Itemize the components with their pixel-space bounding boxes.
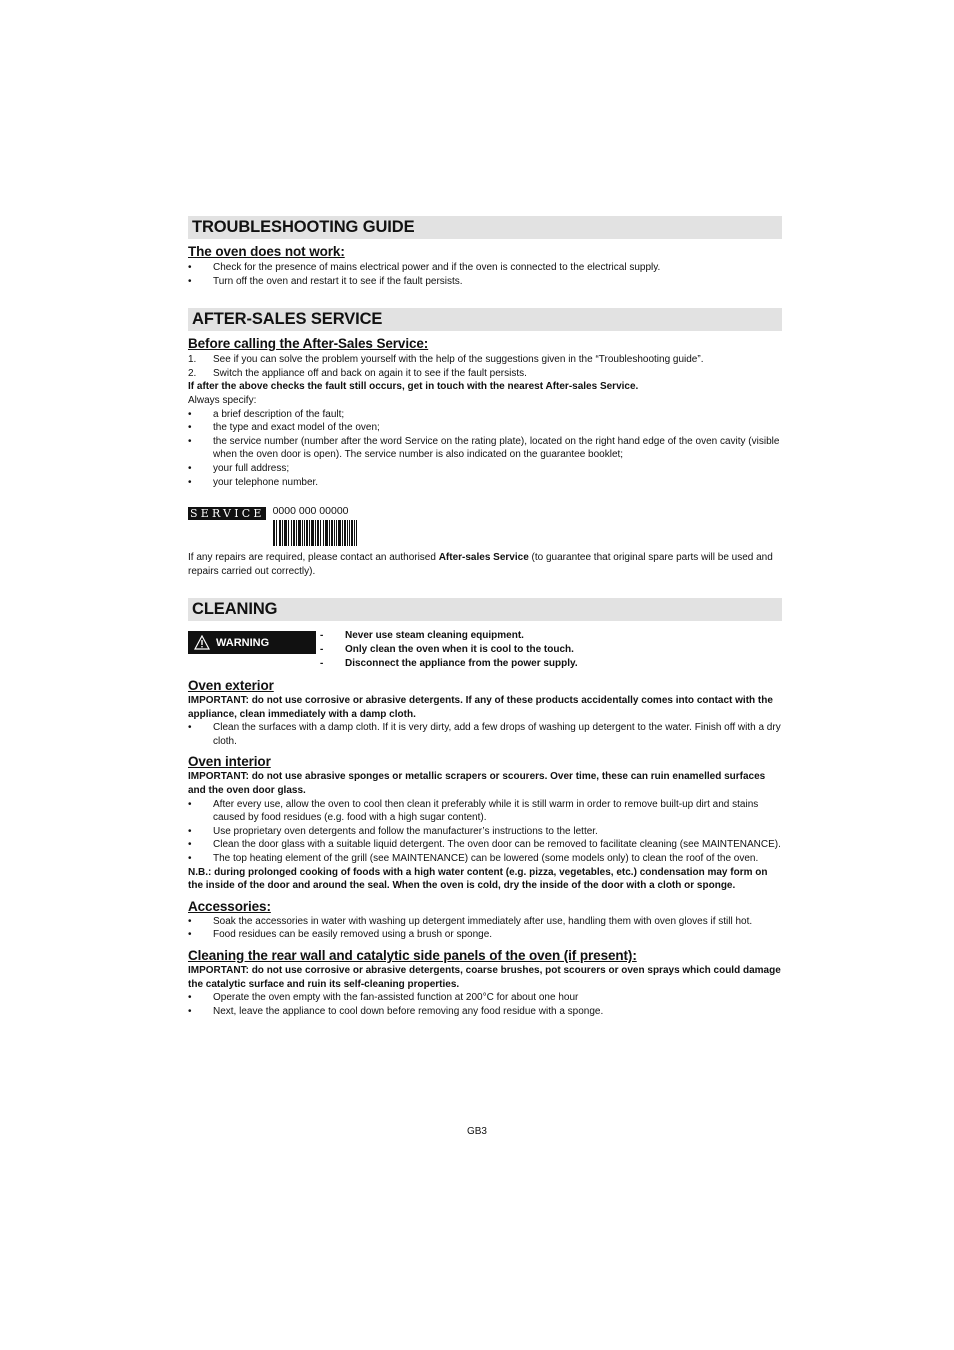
list-item: • Turn off the oven and restart it to see if the fault persists.	[188, 275, 782, 289]
list-item: • Next, leave the appliance to cool down before removing any food residue with a sponge.	[188, 1005, 782, 1019]
condensation-note: N.B.: during prolonged cooking of foods with a high water content (e.g. pizza, vegetables, etc.) condensation may form on the inside of the door and around the seal. When the oven is cold, dry the inside of the door with a cloth or sponge.	[188, 866, 768, 892]
warning-item: - Only clean the oven when it is cool to the touch.	[320, 643, 578, 657]
barcode-icon	[273, 520, 357, 546]
exterior-important: IMPORTANT: do not use corrosive or abrasive detergents. If any of these products accidentally comes into contact with the appliance, clean immediately with a damp cloth.	[188, 695, 773, 720]
troubleshooting-list	[188, 261, 782, 288]
interior-important: IMPORTANT: do not use abrasive sponges or metallic scrapers or scourers. Over time, these can ruin enamelled surfaces and the oven door glass.	[188, 771, 766, 797]
step-number: 2.	[188, 367, 197, 379]
step-item	[188, 367, 782, 381]
rear-list	[188, 991, 782, 1018]
interior-list	[188, 798, 782, 866]
warning-label: WARNING	[216, 636, 270, 649]
list-item: • Food residues can be easily removed using a brush or sponge.	[188, 928, 782, 942]
list-item: • the type and exact model of the oven;	[188, 421, 782, 435]
fault-note: If after the above checks the fault still occurs, get in touch with the nearest After-sales Service.	[188, 381, 639, 393]
troubleshooting-subheading: The oven does not work:	[188, 244, 345, 259]
rear-wall-heading: Cleaning the rear wall and catalytic side panels of the oven (if present):	[188, 948, 637, 963]
list-item: • Check for the presence of mains electrical power and if the oven is connected to the electrical supply.	[188, 261, 782, 275]
accessories-heading: Accessories:	[188, 898, 271, 914]
service-info	[273, 505, 357, 546]
step-item	[188, 353, 782, 367]
exterior-list	[188, 721, 782, 748]
warning-item: - Never use steam cleaning equipment.	[320, 629, 578, 643]
step-number: 1.	[188, 354, 197, 366]
repairs-note	[188, 551, 782, 578]
warning-block	[188, 629, 782, 670]
after-sales-subheading: Before calling the After-Sales Service:	[188, 336, 429, 352]
list-item: • Soak the accessories in water with washing up detergent immediately after use, handling them with oven gloves if still hot.	[188, 915, 782, 929]
service-number: 0000 000 00000	[272, 505, 349, 518]
list-item: • your full address;	[188, 462, 782, 476]
oven-exterior-heading: Oven exterior	[188, 678, 274, 694]
list-item: • After every use, allow the oven to cool then clean it preferably while it is still warm in order to remove built-up dirt and stains caused by food residues (e.g. food with a high sugar content).	[188, 798, 782, 825]
service-badge: SERVICE	[190, 507, 265, 521]
list-item: • the service number (number after the word Service on the rating plate), located on the right hand edge of the oven cavity (visible when the oven door is open). The service number is also indicated on the guarantee booklet;	[188, 435, 782, 462]
list-item: • Clean the door glass with a suitable liquid detergent. The oven door can be removed to facilitate cleaning (see MAINTENANCE).	[188, 838, 782, 852]
step-text: Switch the appliance off and back on again it to see if the fault persists.	[213, 367, 527, 379]
list-item: • Use proprietary oven detergents and follow the manufacturer’s instructions to the letter.	[188, 825, 782, 839]
accessories-list	[188, 915, 782, 942]
always-specify-label: Always specify:	[188, 394, 257, 406]
repairs-text: If any repairs are required, please contact an authorised	[188, 552, 439, 564]
rear-important: IMPORTANT: do not use corrosive or abrasive detergents, coarse brushes, pot scourers or oven sprays which could damage the catalytic surface and ruin its self-cleaning properties.	[188, 965, 781, 990]
cleaning-heading: CLEANING	[188, 598, 782, 621]
troubleshooting-heading: TROUBLESHOOTING GUIDE	[188, 216, 782, 239]
service-plate	[188, 505, 782, 546]
repairs-bold-text: After-sales Service	[438, 552, 529, 564]
warning-item: - Disconnect the appliance from the power supply.	[320, 657, 578, 671]
after-sales-heading: AFTER-SALES SERVICE	[188, 308, 782, 331]
list-item: • The top heating element of the grill (see MAINTENANCE) can be lowered (some models only) to clean the roof of the oven.	[188, 852, 782, 866]
after-sales-steps	[188, 353, 782, 380]
warning-triangle-icon	[194, 635, 210, 650]
list-item: • Clean the surfaces with a damp cloth. If it is very dirty, add a few drops of washing up detergent to the water. Finish off with a dry cloth.	[188, 721, 782, 748]
page-content	[188, 216, 782, 1018]
list-item: • Operate the oven empty with the fan-assisted function at 200°C for about one hour	[188, 991, 782, 1005]
oven-interior-heading: Oven interior	[188, 754, 271, 770]
warning-badge	[188, 631, 316, 654]
page-number: GB3	[466, 1126, 487, 1137]
repairs-text-end: (to guarantee that original spare parts will be used and repairs carried out correctly).	[188, 552, 773, 577]
warning-list	[320, 629, 578, 670]
list-item: • a brief description of the fault;	[188, 408, 782, 422]
specify-list	[188, 408, 782, 490]
list-item: • your telephone number.	[188, 476, 782, 490]
step-text: See if you can solve the problem yourself with the help of the suggestions given in the “Troubleshooting guide”.	[213, 354, 704, 366]
